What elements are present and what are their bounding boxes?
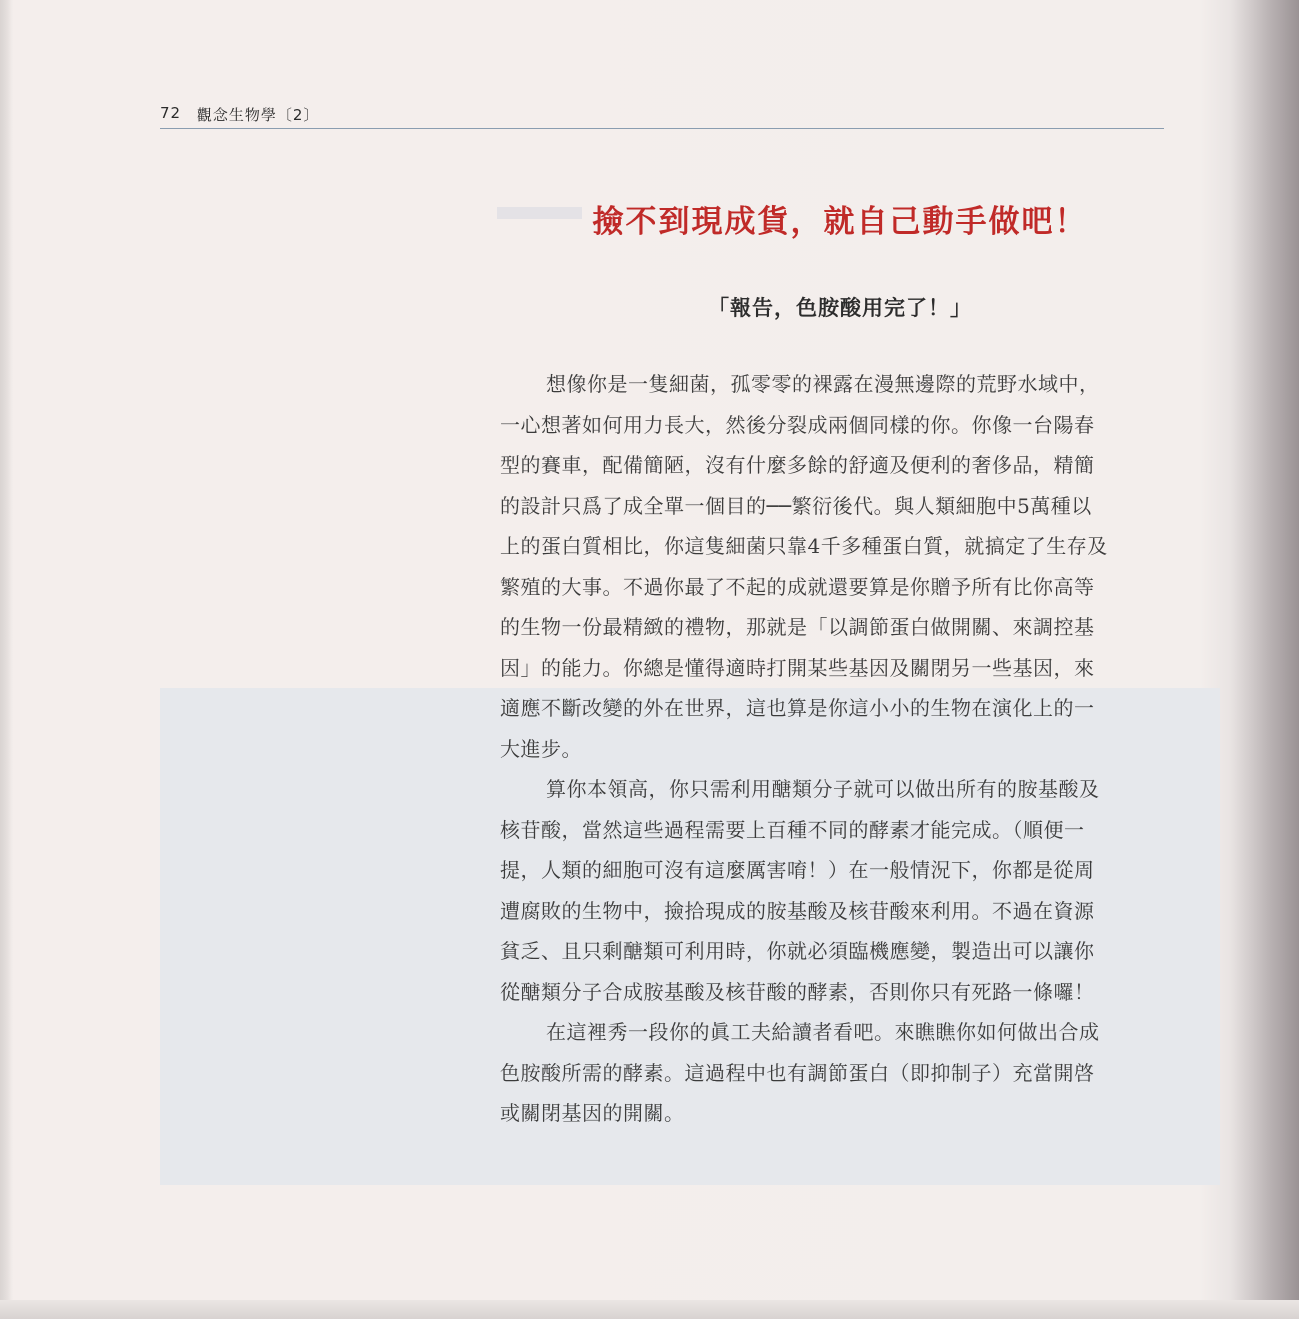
body-line: 想像你是一隻細菌，孤零零的裸露在漫無邊際的荒野水域中， (546, 372, 1100, 396)
body-line: 因」的能力。你總是懂得適時打開某些基因及關閉另一些基因，來 (500, 655, 1095, 680)
body-text (500, 364, 1180, 1134)
body-line: 繁殖的大事。不過你最了不起的成就還要算是你贈予所有比你高等 (500, 574, 1095, 599)
body-line: 從醣類分子合成胺基酸及核苷酸的酵素，否則你只有死路一條囉！ (500, 979, 1095, 1004)
body-line: 適應不斷改變的外在世界，這也算是你這小小的生物在演化上的一 (500, 696, 1095, 720)
book-title: 觀念生物學〔2〕 (196, 106, 320, 124)
body-line: 色胺酸所需的酵素。這過程中也有調節蛋白（即抑制子）充當開啓 (500, 1060, 1095, 1085)
body-line: 核苷酸，當然這些過程需要上百種不同的酵素才能完成。（順便一 (500, 817, 1085, 842)
body-line: 大進步。 (500, 736, 582, 761)
spine-shadow (0, 0, 12, 1319)
page-number: 72 (160, 104, 182, 122)
body-line: 的生物一份最精緻的禮物，那就是「以調節蛋白做開關、來調控基 (500, 615, 1095, 639)
body-line: 貧乏、且只剩醣類可利用時，你就必須臨機應變，製造出可以讓你 (500, 939, 1095, 963)
body-line: 在這裡秀一段你的眞工夫給讀者看吧。來瞧瞧你如何做出合成 (546, 1020, 1100, 1044)
body-line: 上的蛋白質相比，你這隻細菌只靠4千多種蛋白質，就搞定了生存及 (500, 534, 1108, 558)
body-line: 的設計只爲了成全單一個目的──繁衍後代。與人類細胞中5萬種以 (500, 493, 1092, 518)
page-bottom-edge (0, 1300, 1299, 1319)
body-line: 提，人類的細胞可沒有這麼厲害唷！）在一般情況下，你都是從周 (500, 858, 1095, 882)
body-line: 遭腐敗的生物中，撿拾現成的胺基酸及核苷酸來利用。不過在資源 (500, 898, 1095, 923)
body-line: 算你本領高，你只需利用醣類分子就可以做出所有的胺基酸及 (546, 777, 1100, 801)
body-line: 型的賽車，配備簡陋，沒有什麼多餘的舒適及便利的奢侈品，精簡 (500, 453, 1095, 477)
section-title: 撿不到現成貨，就自己動手做吧！ (592, 204, 1088, 240)
body-line: 或關閉基因的開關。 (500, 1101, 685, 1125)
section-subtitle: 「報告，色胺酸用完了！」 (708, 296, 972, 320)
running-header (160, 104, 1164, 129)
body-line: 一心想著如何用力長大，然後分裂成兩個同樣的你。你像一台陽春 (500, 412, 1095, 437)
